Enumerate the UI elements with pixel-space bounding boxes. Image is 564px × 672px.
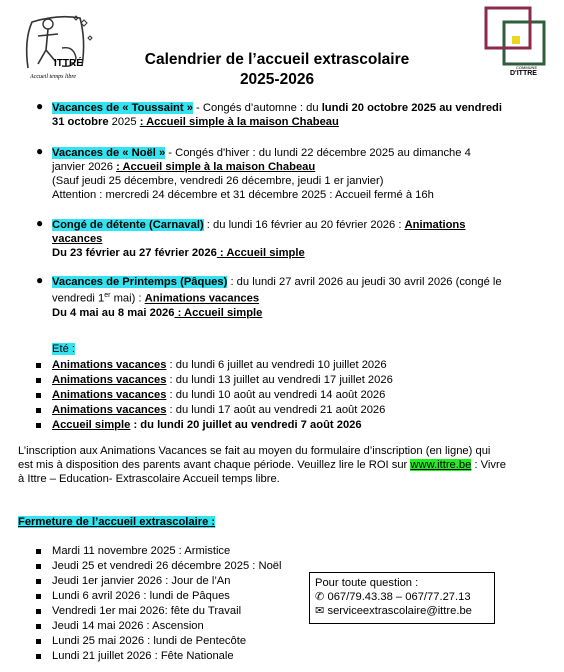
bullet-icon: ● [36, 99, 44, 113]
ittre-website-link[interactable]: www.ittre.be [410, 459, 472, 471]
section-carnaval: Congé de détente (Carnaval) : du lundi 16 février au 20 février 2026 : Animations vacances Du 23 février au 27 février 2026 : Accueil simple [52, 219, 466, 259]
noel-label: Vacances de « Noël » [52, 147, 166, 159]
bullet-icon: ● [36, 144, 44, 158]
bullet-icon: ● [36, 273, 44, 287]
section-noel: Vacances de « Noël » - Congés d'hiver : du lundi 22 décembre 2025 au dimanche 4 janvier 2026 : Accueil simple à la maison Chabeau (Sauf jeudi 25 décembre, vendredi 26 décembre, jeudi 1 er janvier) Attention : mercredi 24 décembre et 31 décembre 2025 : Accueil fermé à 16h [52, 147, 471, 201]
fermeture-list-item: Mardi 11 novembre 2025 : Armistice [52, 545, 231, 557]
fermeture-list-item: Jeudi 14 mai 2026 : Ascension [52, 620, 204, 632]
section-ete [52, 342, 552, 356]
square-bullet-icon [36, 564, 41, 569]
ete-label: Eté : [52, 343, 76, 355]
ete-list-item: Animations vacances : du lundi 6 juillet au vendredi 10 juillet 2026 [52, 359, 387, 371]
contact-title: Pour toute question : [315, 577, 419, 589]
square-bullet-icon [36, 624, 41, 629]
ete-list-item: Animations vacances : du lundi 10 août au vendredi 14 août 2026 [52, 389, 386, 401]
logo-brand: ITTRÉ [54, 58, 83, 69]
square-bullet-icon [36, 423, 41, 428]
inscription-paragraph: L’inscription aux Animations Vacances se fait au moyen du formulaire d’inscription (en ligne) qui est mis à disposition des parents avant chaque période. Veuillez lire le ROI sur www.ittre.be : Vivre à Ittre – Education- Extrascolaire Accueil temps libre. [18, 445, 506, 485]
ete-list-item: Animations vacances : du lundi 13 juillet au vendredi 17 juillet 2026 [52, 374, 393, 386]
page-subtitle: 2025-2026 [239, 71, 315, 88]
page-title: Calendrier de l’accueil extrascolaire [144, 51, 410, 68]
square-bullet-icon [36, 393, 41, 398]
fermeture-list-item: Lundi 25 mai 2026 : lundi de Pentecôte [52, 635, 247, 647]
fermeture-list-item: Vendredi 1er mai 2026: fête du Travail [52, 605, 242, 617]
fermeture-list-item: Jeudi 25 et vendredi 26 décembre 2025 : Noël [52, 560, 282, 572]
ete-list-item: Animations vacances : du lundi 17 août au vendredi 21 août 2026 [52, 404, 386, 416]
section-paques: Vacances de Printemps (Pâques) : du lundi 27 avril 2026 au jeudi 30 avril 2026 (congé le vendredi 1er mai) : Animations vacances Du 4 mai au 8 mai 2026 : Accueil simple [52, 276, 502, 319]
ete-list-item: Accueil simple : du lundi 20 juillet au vendredi 7 août 2026 [52, 419, 362, 431]
fermeture-list-item: Jeudi 1er janvier 2026 : Jour de l’An [52, 575, 231, 587]
paques-label: Vacances de Printemps (Pâques) [52, 276, 228, 288]
bullet-icon: ● [36, 216, 44, 230]
logo-ittre-text: D'ITTRE [510, 70, 537, 76]
contact-box [309, 572, 495, 624]
square-bullet-icon [36, 579, 41, 584]
square-bullet-icon [36, 363, 41, 368]
square-bullet-icon [36, 594, 41, 599]
square-bullet-icon [36, 408, 41, 413]
logo-tagline: Accueil temps libre [30, 74, 77, 80]
fermeture-list-item: Lundi 6 avril 2026 : lundi de Pâques [52, 590, 230, 602]
logo-commune-text: COMMUNE [516, 65, 538, 70]
section-toussaint: Vacances de « Toussaint » - Congés d’automne : du lundi 20 octobre 2025 au vendredi 31 octobre 2025 : Accueil simple à la maison Chabeau [52, 102, 502, 128]
square-bullet-icon [36, 549, 41, 554]
contact-email[interactable]: serviceextrascolaire@ittre.be [327, 605, 472, 617]
section-fermeture [18, 515, 548, 529]
toussaint-label: Vacances de « Toussaint » [52, 102, 193, 114]
contact-phone: 067/79.43.38 – 067/77.27.13 [327, 591, 471, 603]
square-bullet-icon [36, 654, 41, 659]
fermeture-list-item: Lundi 21 juillet 2026 : Fête Nationale [52, 650, 234, 662]
phone-icon: ✆ [315, 591, 325, 603]
square-bullet-icon [36, 378, 41, 383]
square-bullet-icon [36, 639, 41, 644]
square-bullet-icon [36, 609, 41, 614]
fermeture-label: Fermeture de l’accueil extrascolaire : [18, 516, 216, 528]
carnaval-label: Congé de détente (Carnaval) [52, 219, 204, 231]
email-icon: ✉ [315, 605, 325, 617]
